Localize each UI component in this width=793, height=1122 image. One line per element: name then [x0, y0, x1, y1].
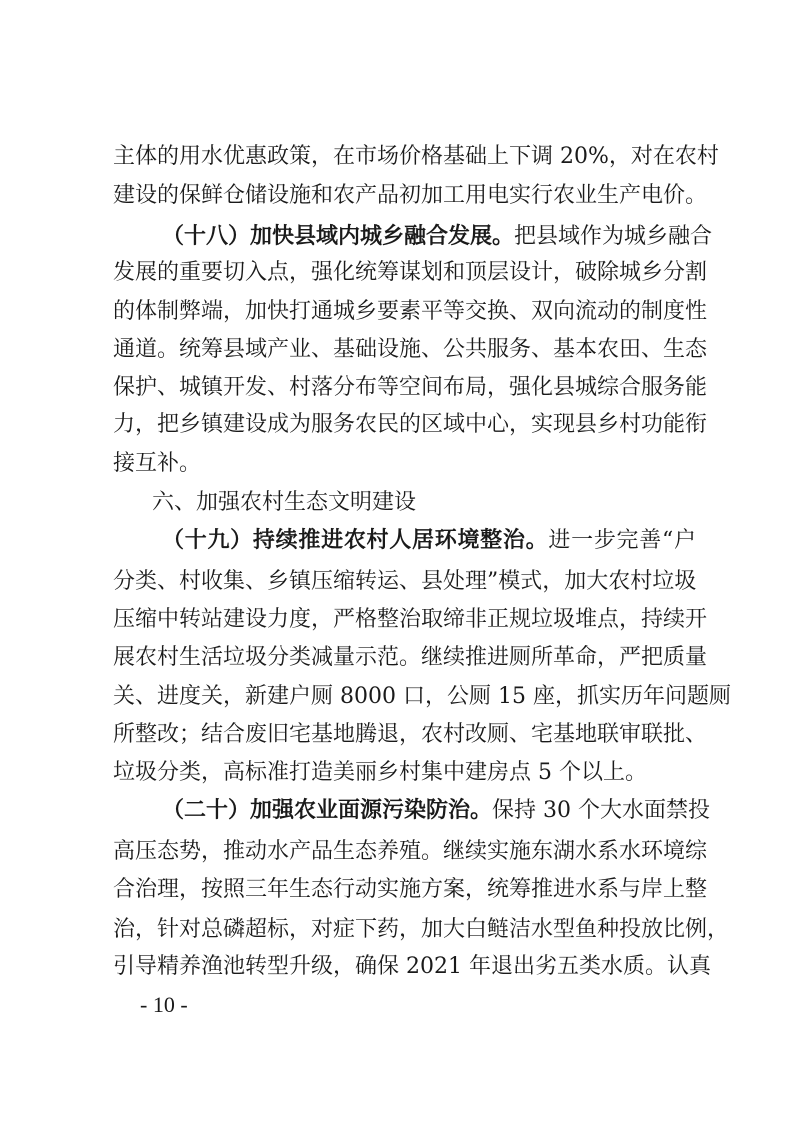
section-20-title: （二十）加强农业面源污染防治。	[162, 797, 493, 823]
text-line: 力，把乡镇建设成为服务农民的区域中心，实现县乡村功能衔	[113, 412, 708, 437]
text-span: 保持 30 个大水面禁投	[492, 798, 710, 823]
text-span: 进一步完善“户	[548, 528, 696, 553]
section-19-line	[162, 521, 696, 559]
text-line: 高压态势，推动水产品生态养殖。继续实施东湖水系水环境综	[113, 839, 708, 864]
section-19-title: （十九）持续推进农村人居环境整治。	[162, 527, 549, 553]
text-line: 关、进度关，新建户厕 8000 口，公厕 15 座，抓实历年问题厕	[113, 684, 731, 709]
text-line: 展农村生活垃圾分类减量示范。继续推进厕所革命，严把质量	[113, 645, 708, 670]
text-line: 垃圾分类，高标准打造美丽乡村集中建房点 5 个以上。	[113, 760, 647, 785]
text-line: 引导精养渔池转型升级，确保 2021 年退出劣五类水质。认真	[113, 954, 711, 979]
text-line: 治，针对总磷超标，对症下药，加大白鲢洁水型鱼种投放比例，	[113, 917, 730, 942]
section-heading: 六、加强农村生态文明建设	[152, 490, 417, 515]
section-18-title: （十八）加快县域内城乡融合发展。	[162, 223, 515, 249]
section-20-line	[162, 791, 710, 829]
text-span: 把县域作为城乡融合	[514, 224, 713, 249]
text-line: 的体制弊端，加快打通城乡要素平等交换、双向流动的制度性	[113, 299, 708, 324]
section-18-line	[162, 217, 713, 255]
text-line: 通道。统筹县域产业、基础设施、公共服务、基本农田、生态	[113, 337, 708, 362]
text-line: 接互补。	[113, 451, 202, 476]
text-line: 发展的重要切入点，强化统筹谋划和顶层设计，破除城乡分割	[113, 260, 708, 285]
text-line: 所整改；结合废旧宅基地腾退，农村改厕、宅基地联审联批、	[113, 722, 708, 747]
text-line: 分类、村收集、乡镇压缩转运、县处理”模式，加大农村垃圾	[113, 569, 697, 594]
text-line: 保护、城镇开发、村落分布等空间布局，强化县城综合服务能	[113, 375, 708, 400]
text-line: 压缩中转站建设力度，严格整治取缔非正规垃圾堆点，持续开	[113, 607, 708, 632]
text-line: 主体的用水优惠政策，在市场价格基础上下调 20%，对在农村	[113, 144, 719, 169]
text-line: 建设的保鲜仓储设施和农产品初加工用电实行农业生产电价。	[113, 183, 708, 208]
page-number: - 10 -	[140, 992, 188, 1017]
text-line: 合治理，按照三年生态行动实施方案，统筹推进水系与岸上整	[113, 877, 708, 902]
